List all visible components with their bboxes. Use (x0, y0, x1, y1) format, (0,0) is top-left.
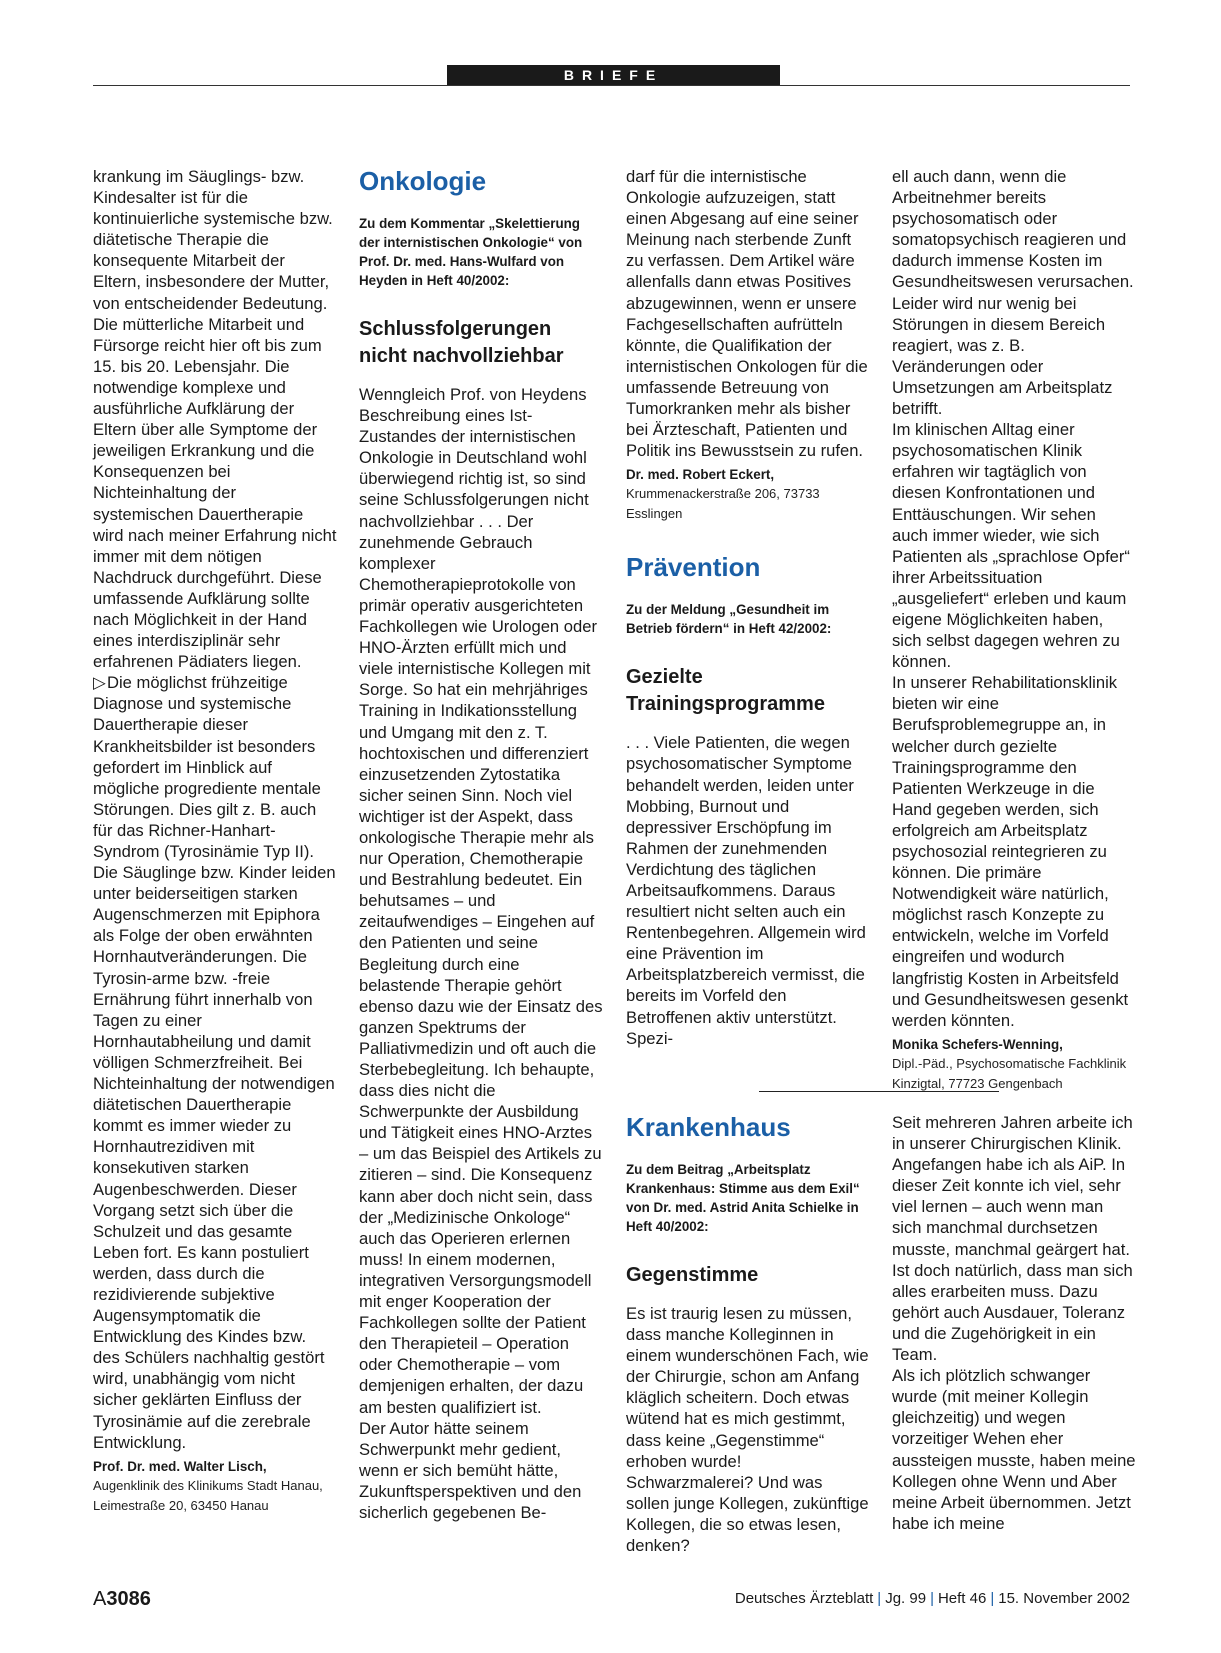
letter-paragraph: Als ich plötzlich schwanger wurde (mit meiner Kollegin gleichzeitig) und wegen vorzeitiger Wehen eher aussteigen musste, haben meine Kollegen ohne Wenn und Aber meine Arbeit übernommen. Jetzt habe ich meine (892, 1366, 1136, 1533)
letter-headline: Schlussfolgerungen nicht nachvollziehbar (359, 318, 564, 367)
column-1 (93, 166, 337, 1516)
letter-author: Prof. Dr. med. Walter Lisch, (93, 1458, 267, 1474)
journal-name: Deutsches Ärzteblatt (734, 1590, 874, 1607)
letter-paragraph: Der Autor hätte seinem Schwerpunkt mehr gedient, wenn er sich bemüht hätte, Zukunftsperspektiven und den sicherlich gegebenen Be- (359, 1418, 582, 1522)
column-4-krankenhaus (892, 1112, 1136, 1534)
journal-info (735, 1590, 1130, 1607)
letter-paragraph (93, 672, 337, 1452)
letter-paragraph: . . . Viele Patienten, die wegen psychosomatischer Symptome behandelt werden, leiden unter Mobbing, Burnout und depressiver Erschöpfung im Rahmen der zunehmenden Verdichtung des täglichen Arbeitsaufkommens. Daraus resultiert nicht selten auch ein Rentenbegehren. Allgemein wird eine Prävention im Arbeitsplatzbereich vermisst, die bereits im Vorfeld den Betroffenen aktiv unterstützt. Spezi- (626, 733, 866, 1048)
letter-affiliation: Dipl.-Päd., Psychosomatische Fachklinik Kinzigtal, 77723 Gengenbach (892, 1055, 1127, 1091)
letter-paragraph: ell auch dann, wenn die Arbeitnehmer bereits psychosomatisch oder somatopsychisch reagieren und dadurch immense Kosten im Gesundheitswesen verursachen. Leider wird nur wenig bei Störungen in diesem Bereich reagiert, was z. B. Veränderungen oder Umsetzungen am Arbeitsplatz betrifft. (892, 167, 1134, 419)
page-footer (93, 1588, 1130, 1612)
journal-issue: Heft 46 (937, 1590, 987, 1607)
section-title-praevention: Prävention (626, 552, 761, 583)
letter-headline: Gezielte Trainingsprogramme (626, 666, 825, 716)
journal-volume: Jg. 99 (885, 1590, 927, 1607)
footer-separator: | (990, 1590, 995, 1607)
section-title-krankenhaus: Krankenhaus (626, 1112, 791, 1142)
section-divider (759, 1091, 999, 1092)
letter-author: Monika Schefers-Wenning, (892, 1036, 1063, 1052)
page-prefix: A (93, 1588, 107, 1610)
letter-affiliation: Augenklinik des Klinikums Stadt Hanau, Leimestraße 20, 63450 Hanau (93, 1477, 323, 1513)
footer-separator: | (877, 1590, 882, 1607)
letter-paragraph: Wenngleich Prof. von Heydens Beschreibung eines Ist-Zustandes der internistischen Onkologie in Deutschland wohl überwiegend richtig ist, so sind seine Schlussfolgerungen nicht nachvollziehbar . . . Der zunehmende Gebrauch komplexer Chemotherapieprotokolle von primär operativ ausgerichteten Fachkollegen wie Urologen oder HNO-Ärzten erfüllt mich und viele internistische Kollegen mit Sorge. So hat ein mehrjähriges Training in Indikationsstellung und Umgang mit den z. T. hochtoxischen und differenziert einzusetzenden Zytostatika sicher seinen Sinn. Noch viel wichtiger ist der Aspekt, dass onkologische Therapie mehr als nur Operation, Chemotherapie und Bestrahlung bedeutet. Ein behutsames – und zeitaufwendiges – Eingehen auf den Patienten und seine Begleitung durch eine belastende Therapie gehört ebenso dazu wie der Einsatz des ganzen Spektrums der Palliativmedizin und oft auch die Sterbebegleitung. Ich behaupte, dass dies nicht die Schwerpunkte der Ausbildung und Tätigkeit eines HNO-Arztes – um das Beispiel des Artikels zu zitieren – sind. Die Konsequenz kann aber doch nicht sein, dass der „Medizinische Onkologe“ auch das Operieren erlernen muss! In einem modernen, integrativen Versorgungsmodell mit enger Kooperation der Fachkollegen sollte der Patient den Therapieteil – Operation oder Chemotherapie – vom demjenigen erhalten, der dazu am besten qualifiziert ist. (359, 385, 603, 1417)
letter-intro: Zu der Meldung „Gesundheit im Betrieb fördern“ in Heft 42/2002: (626, 602, 832, 637)
journal-date: 15. November 2002 (998, 1590, 1130, 1607)
letter-paragraph-text: Die möglichst frühzeitige Diagnose und systemische Dauertherapie dieser Krankheitsbilder ist besonders gefordert im Hinblick auf mögliche progrediente mentale Störungen. Dies gilt z. B. auch für das Richner-Hanhart-Syndrom (Tyrosinämie Typ II). Die Säuglinge bzw. Kinder leiden unter beiderseitigen starken Augenschmerzen mit Epiphora als Folge der oben erwähnten Hornhautveränderungen. Die Tyrosin-arme bzw. -freie Ernährung führt innerhalb von Tagen zu einer Hornhautabheilung und damit völligen Schmerzfreiheit. Bei Nichteinhaltung der notwendigen diätetischen Dauertherapie kommt es immer wieder zu Hornhautrezidiven mit konsekutiven starken Augenbeschwerden. Dieser Vorgang setzt sich über die Schulzeit und das gesamte Leben fort. Es kann postuliert werden, dass durch die rezidivierende subjektive Augensymptomatik die Entwicklung des Kindes bzw. des Schülers nachhaltig gestört wird, unabhängig vom nicht sicher geklärten Einfluss der Tyrosinämie auf die zerebrale Entwicklung. (93, 673, 336, 1452)
letter-intro: Zu dem Kommentar „Skelettierung der internistischen Onkologie“ von Prof. Dr. med. Hans-Wulfard von Heyden in Heft 40/2002: (359, 216, 583, 288)
letter-author: Dr. med. Robert Eckert, (626, 467, 775, 483)
letter-paragraph: In unserer Rehabilitationsklinik bieten wir eine Berufsproblemegruppe an, in welcher durch gezielte Trainingsprogramme den Patienten Werkzeuge in die Hand gegeben werden, sich erfolgreich am Arbeitsplatz psychosozial reintegrieren zu können. Die primäre Notwendigkeit wäre natürlich, möglichst rasch Konzepte zu entwickeln, welche im Vorfeld eingreifen und wodurch langfristig Kosten in Arbeitsfeld und Gesundheitswesen gesenkt werden könnten. (892, 673, 1129, 1030)
page-number (93, 1588, 151, 1611)
column-2 (359, 166, 603, 1523)
column-3-krankenhaus (626, 1112, 870, 1556)
section-title-onkologie: Onkologie (359, 166, 487, 196)
letter-paragraph: Im klinischen Alltag einer psychosomatischen Klinik erfahren wir tagtäglich von diesen Konfrontationen und Enttäuschungen. Wir sehen auch immer wieder, wie sich Patienten als „sprachlose Opfer“ ihrer Arbeitssituation „ausgeliefert“ erleben und kaum eigene Möglichkeiten haben, sich selbst dagegen wehren zu können. (892, 420, 1130, 672)
section-header-label: BRIEFE (447, 65, 780, 85)
page-number-value: 3086 (106, 1588, 151, 1610)
letter-affiliation: Krummenackerstraße 206, 73733 Esslingen (626, 486, 820, 522)
letter-paragraph: Seit mehreren Jahren arbeite ich in unserer Chirurgischen Klinik. Angefangen habe ich als AiP. In dieser Zeit konnte ich viel, sehr viel lernen – auch wenn man sich manchmal durchsetzen musste, manchmal geärgert hat. Ist doch natürlich, dass man sich alles erarbeiten muss. Dazu gehört auch Ausdauer, Toleranz und die Zugehörigkeit in ein Team. (892, 1113, 1133, 1365)
column-4 (892, 166, 1136, 1094)
triangle-bullet-icon: ▷ (93, 673, 106, 693)
letter-paragraph: darf für die internistische Onkologie aufzuzeigen, statt einen Abgesang auf eine seiner Meinung nach sterbende Zunft zu verfassen. Dem Artikel wäre allenfalls dann etwas Positives abzugewinnen, wenn er unsere Fachgesellschaften aufrütteln könnte, die Qualifikation der internistischen Onkologen für die umfassende Betreuung von Tumorkranken mehr als bisher bei Ärzteschaft, Patienten und Politik ins Bewusstsein zu rufen. (626, 167, 868, 461)
letter-intro: Zu dem Beitrag „Arbeitsplatz Krankenhaus: Stimme aus dem Exil“ von Dr. med. Astrid Anita Schielke in Heft 40/2002: (626, 1162, 860, 1234)
header-rule (93, 85, 1130, 86)
footer-separator: | (930, 1590, 934, 1607)
column-3 (626, 166, 870, 1049)
letter-paragraph: krankung im Säuglings- bzw. Kindesalter ist für die kontinuierliche systemische bzw. diätetische Therapie die konsequente Mitarbeit der Eltern, insbesondere der Mutter, von entscheidender Bedeutung. Die mütterliche Mitarbeit und Fürsorge reicht hier oft bis zum 15. bis 20. Lebensjahr. Die notwendige komplexe und ausführliche Aufklärung der Eltern über alle Symptome der jeweiligen Erkrankung und die Konsequenzen bei Nichteinhaltung der systemischen Dauertherapie wird nach meiner Erfahrung nicht immer mit dem nötigen Nachdruck durchgeführt. Diese umfassende Aufklärung sollte nach Möglichkeit in der Hand eines interdisziplinär sehr erfahrenen Pädiaters liegen. (93, 167, 337, 672)
letter-paragraph: Es ist traurig lesen zu müssen, dass manche Kolleginnen in einem wunderschönen Fach, wie der Chirurgie, schon am Anfang kläglich scheitern. Doch etwas wütend hat es mich gestimmt, dass keine „Gegenstimme“ erhoben wurde! Schwarzmalerei? Und was sollen junge Kollegen, zukünftige Kollegen, die so etwas lesen, denken? (626, 1304, 869, 1556)
letter-headline: Gegenstimme (626, 1264, 759, 1286)
